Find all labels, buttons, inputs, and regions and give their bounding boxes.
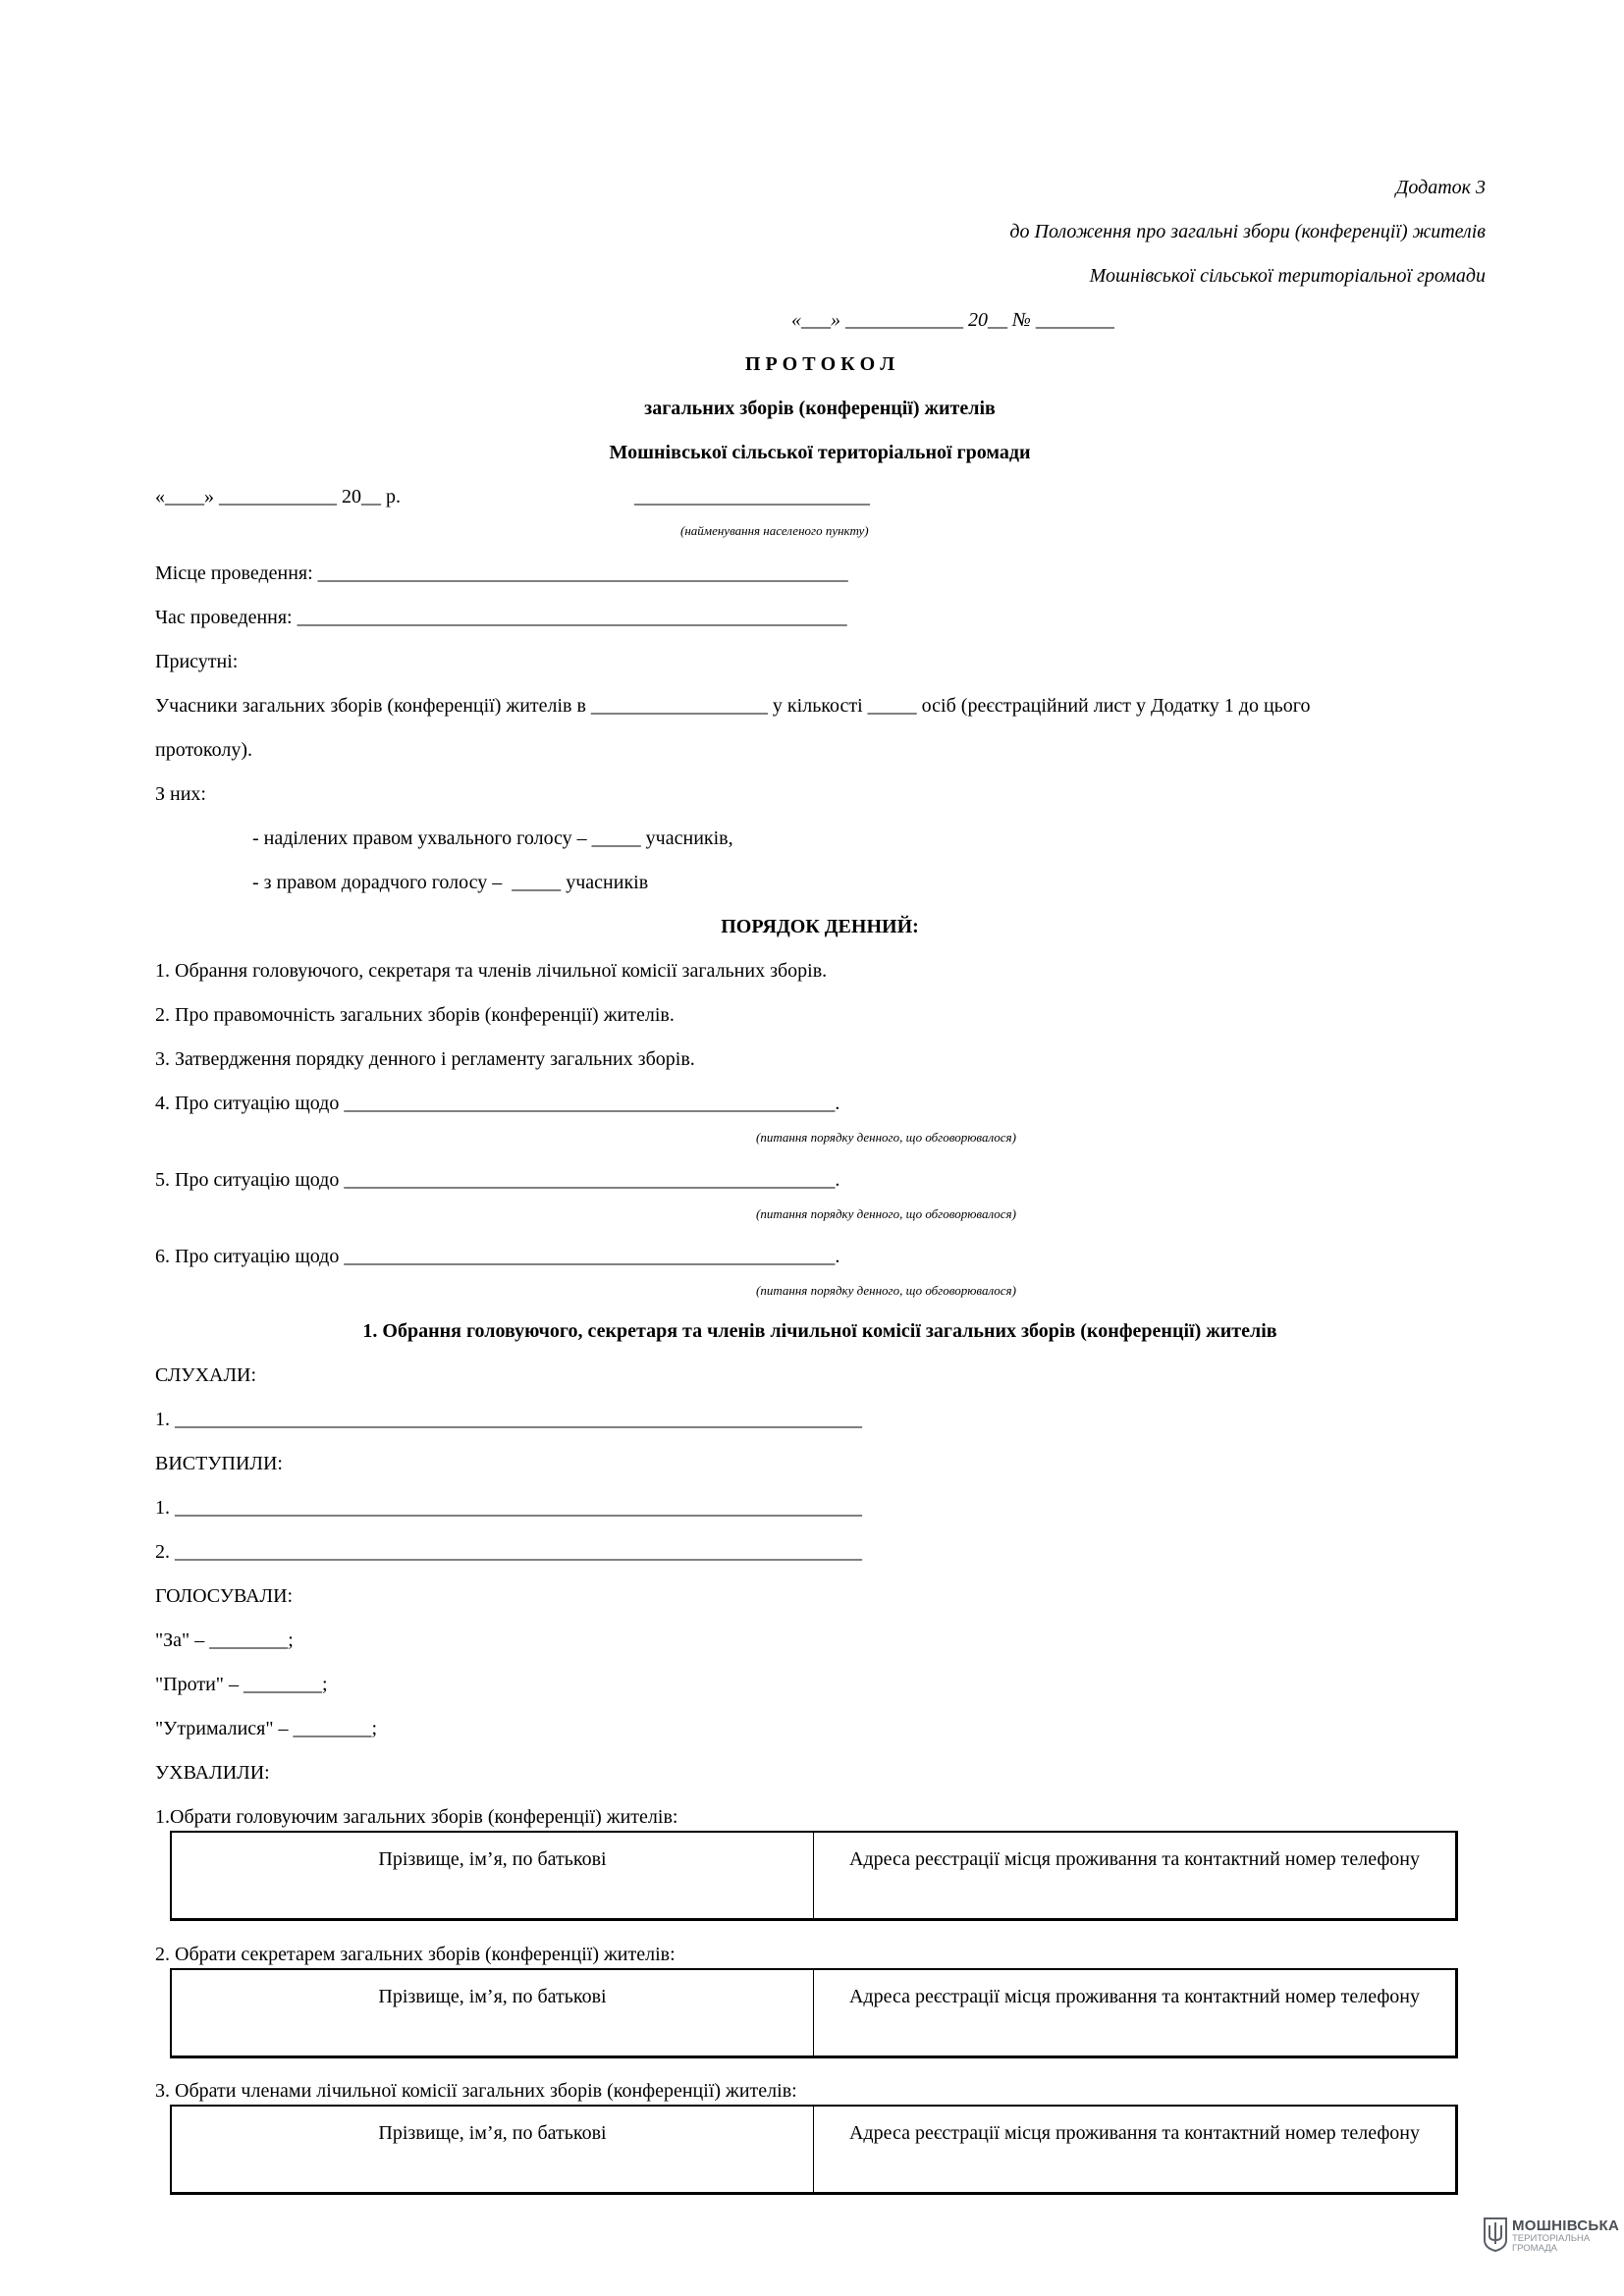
meeting-venue: Місце проведення: ______________________________________________________	[155, 562, 848, 584]
of-them-label: З них:	[155, 783, 206, 805]
agenda-item-5: 5. Про ситуацію щодо __________________________________________________.	[155, 1169, 840, 1191]
table-row	[171, 1832, 1457, 1920]
voting-right-count: - наділених правом ухвального голосу – _____ учасників,	[252, 828, 733, 849]
heard-line-1: 1. ______________________________________________________________________	[155, 1409, 862, 1430]
meeting-date: «____» ____________ 20__ р.	[155, 486, 401, 507]
protocol-title: П Р О Т О К О Л	[744, 353, 895, 375]
annex-reference: до Положення про загальні збори (конференції) жителів	[1009, 221, 1486, 242]
agenda-item-1: 1. Обрання головуючого, секретаря та членів лічильної комісії загальних зборів.	[155, 960, 828, 982]
agenda-heading: ПОРЯДОК ДЕННИЙ:	[721, 916, 919, 937]
participants-line-1: Учасники загальних зборів (конференції) жителів в __________________ у кількості _____ осіб (реєстраційний лист у Додатку 1 до цього	[155, 695, 1311, 717]
meeting-time: Час проведення: ________________________________________________________	[155, 607, 847, 628]
spoke-label: ВИСТУПИЛИ:	[155, 1453, 283, 1474]
resolution-2-text: 2. Обрати секретарем загальних зборів (конференції) жителів:	[155, 1944, 676, 1965]
voted-label: ГОЛОСУВАЛИ:	[155, 1585, 294, 1607]
resolved-label: УХВАЛИЛИ:	[155, 1762, 270, 1784]
settlement-note: (найменування населеного пункту)	[680, 523, 869, 538]
logo-subtitle-1: ТЕРИТОРІАЛЬНА	[1512, 2233, 1591, 2244]
annex-label: Додаток 3	[1395, 177, 1486, 198]
secretary-table	[170, 1968, 1458, 2058]
agenda-item-6-note: (питання порядку денного, що обговорювалося)	[756, 1283, 1016, 1298]
protocol-subtitle-2: Мошнівської сільської територіальної громади	[609, 442, 1031, 463]
resolution-3-text: 3. Обрати членами лічильної комісії загальних зборів (конференції) жителів:	[155, 2080, 797, 2102]
col-address-header: Адреса реєстрації місця проживання та контактний номер телефону	[813, 2106, 1456, 2194]
col-name-header: Прізвище, ім’я, по батькові	[171, 1969, 813, 2057]
logo-subtitle-2: ГРОМАДА	[1512, 2243, 1557, 2254]
agenda-item-6: 6. Про ситуацію щодо __________________________________________________.	[155, 1246, 840, 1267]
community-logo	[1483, 2215, 1620, 2254]
chair-table	[170, 1831, 1458, 1921]
protocol-subtitle-1: загальних зборів (конференції) жителів	[644, 398, 996, 419]
participants-line-2: протоколу).	[155, 739, 252, 761]
counting-commission-table	[170, 2105, 1458, 2195]
votes-against: "Проти" – ________;	[155, 1674, 328, 1695]
votes-for: "За" – ________;	[155, 1629, 294, 1651]
table-row	[171, 2106, 1457, 2194]
logo-name: МОШНІВСЬКА	[1512, 2217, 1620, 2234]
col-address-header: Адреса реєстрації місця проживання та контактний номер телефону	[813, 1832, 1456, 1920]
advisory-right-count: - з правом дорадчого голосу – _____ учасників	[252, 872, 649, 893]
col-address-header: Адреса реєстрації місця проживання та контактний номер телефону	[813, 1969, 1456, 2057]
agenda-item-2: 2. Про правомочність загальних зборів (конференції) жителів.	[155, 1004, 675, 1026]
trident-emblem-icon	[1483, 2216, 1508, 2252]
agenda-item-5-note: (питання порядку денного, що обговорювалося)	[756, 1206, 1016, 1221]
section-1-heading: 1. Обрання головуючого, секретаря та членів лічильної комісії загальних зборів (конференції) жителів	[362, 1320, 1277, 1342]
heard-label: СЛУХАЛИ:	[155, 1364, 257, 1386]
document-date-number: «___» ____________ 20__ № ________	[791, 309, 1114, 331]
agenda-item-4: 4. Про ситуацію щодо __________________________________________________.	[155, 1093, 840, 1114]
table-row	[171, 1969, 1457, 2057]
resolution-1-text: 1.Обрати головуючим загальних зборів (конференції) жителів:	[155, 1806, 678, 1828]
agenda-item-3: 3. Затвердження порядку денного і регламенту загальних зборів.	[155, 1048, 695, 1070]
col-name-header: Прізвище, ім’я, по батькові	[171, 2106, 813, 2194]
votes-abstained: "Утрималися" – ________;	[155, 1718, 378, 1739]
present-label: Присутні:	[155, 651, 239, 672]
settlement-blank: ________________________	[634, 486, 870, 507]
spoke-line-2: 2. ______________________________________________________________________	[155, 1541, 862, 1563]
agenda-item-4-note: (питання порядку денного, що обговорювалося)	[756, 1130, 1016, 1145]
spoke-line-1: 1. ______________________________________________________________________	[155, 1497, 862, 1519]
col-name-header: Прізвище, ім’я, по батькові	[171, 1832, 813, 1920]
annex-community: Мошнівської сільської територіальної громади	[1089, 265, 1486, 287]
